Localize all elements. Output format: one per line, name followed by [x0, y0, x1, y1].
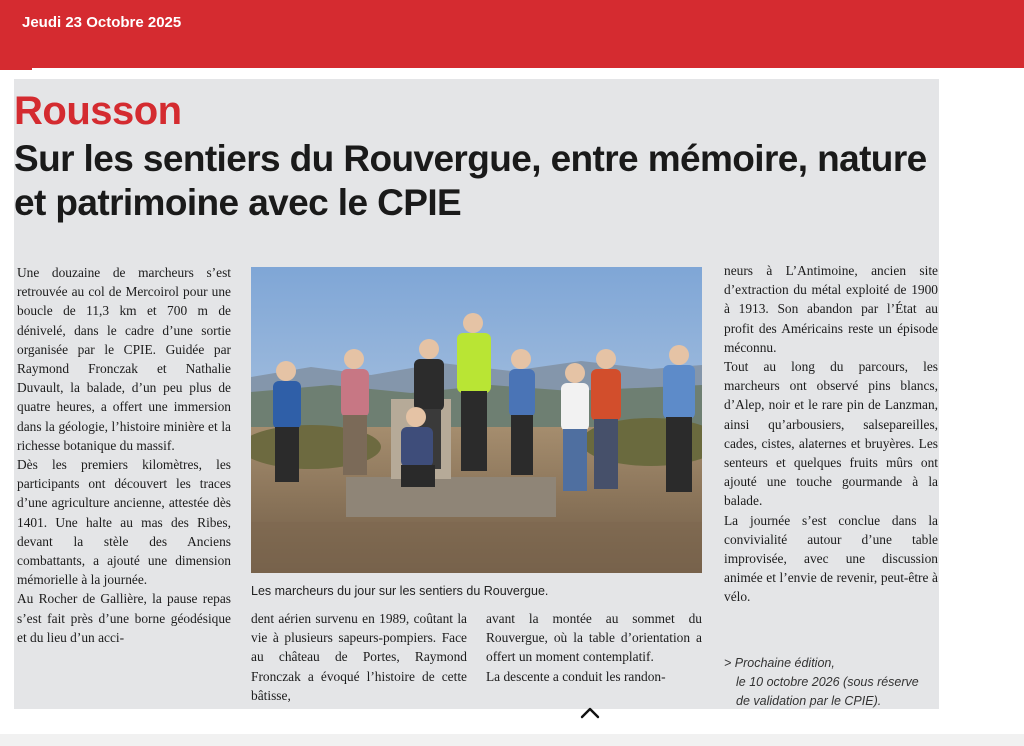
article-photo[interactable]	[251, 267, 702, 573]
paragraph: neurs à L’Antimoine, ancien site d’extraction du métal exploité de 1900 à 1913. Son abandon par l’État au profit des Américains reste un épisode méconnu.	[724, 263, 938, 355]
article-column-1	[17, 263, 231, 647]
article-kicker: Rousson	[14, 89, 182, 133]
photo-caption: Les marcheurs du jour sur les sentiers du Rouvergue.	[251, 584, 549, 598]
chevron-up-icon[interactable]	[579, 706, 601, 720]
note-line: > Prochaine édition,	[724, 656, 835, 670]
banner-notch	[0, 66, 32, 70]
note-line: de validation par le CPIE).	[736, 694, 882, 708]
article-column-3	[486, 609, 702, 686]
paragraph: Au Rocher de Gallière, la pause repas s’est fait près d’une borne géodésique et du lieu d’un acci-	[17, 591, 231, 645]
paragraph: avant la montée au sommet du Rouvergue, où la table d’orientation a offert un moment contemplatif.	[486, 611, 702, 665]
note-line: le 10 octobre 2026 (sous réserve	[736, 675, 919, 689]
article-column-2	[251, 609, 467, 705]
paragraph: Dès les premiers kilomètres, les participants ont découvert les traces d’une agriculture ancienne, attestée dès 1401. Une halte au mas des Ribes, devant la stèle des Anciens combattants, a ajouté une dimension mémorielle à la journée.	[17, 457, 231, 588]
top-banner	[0, 0, 1024, 68]
paragraph: La descente a conduit les randon-	[486, 668, 666, 684]
next-edition-note	[724, 654, 938, 709]
article-page	[14, 79, 939, 709]
article-column-4	[724, 261, 938, 607]
edition-date: Jeudi 23 Octobre 2025	[22, 14, 182, 31]
paragraph: Tout au long du parcours, les marcheurs ont observé pins blancs, d’Alep, noir et le rare pin de Lanzman, ainsi qu’arbousiers, salsepareilles, cades, cistes, alaternes et bruyères. Les senteurs et quelques fruits mûrs ont ajouté une touche gourmande à la balade.	[724, 359, 938, 509]
bottom-strip	[0, 734, 1024, 746]
paragraph: La journée s’est conclue dans la convivialité autour d’une table improvisée, avec une discussion animée et l’envie de revenir, peut-être à vélo.	[724, 512, 938, 605]
hikers-photo-illustration	[251, 267, 702, 573]
article-headline: Sur les sentiers du Rouvergue, entre mémoire, nature et patrimoine avec le CPIE	[14, 138, 927, 223]
paragraph: dent aérien survenu en 1989, coûtant la vie à plusieurs sapeurs-pompiers. Face au château de Portes, Raymond Fronczak a évoqué l’histoire de cette bâtisse,	[251, 611, 467, 703]
paragraph: Une douzaine de marcheurs s’est retrouvée au col de Mercoirol pour une boucle de 11,3 km et 700 m de dénivelé, dans le cadre d’une sortie organisée par le CPIE. Guidée par Raymond Fronczak et Nathalie Duvault, la balade, d’un peu plus de quatre heures, a offert une immersion dans la géologie, l’histoire minière et la richesse botanique du massif.	[17, 265, 231, 453]
